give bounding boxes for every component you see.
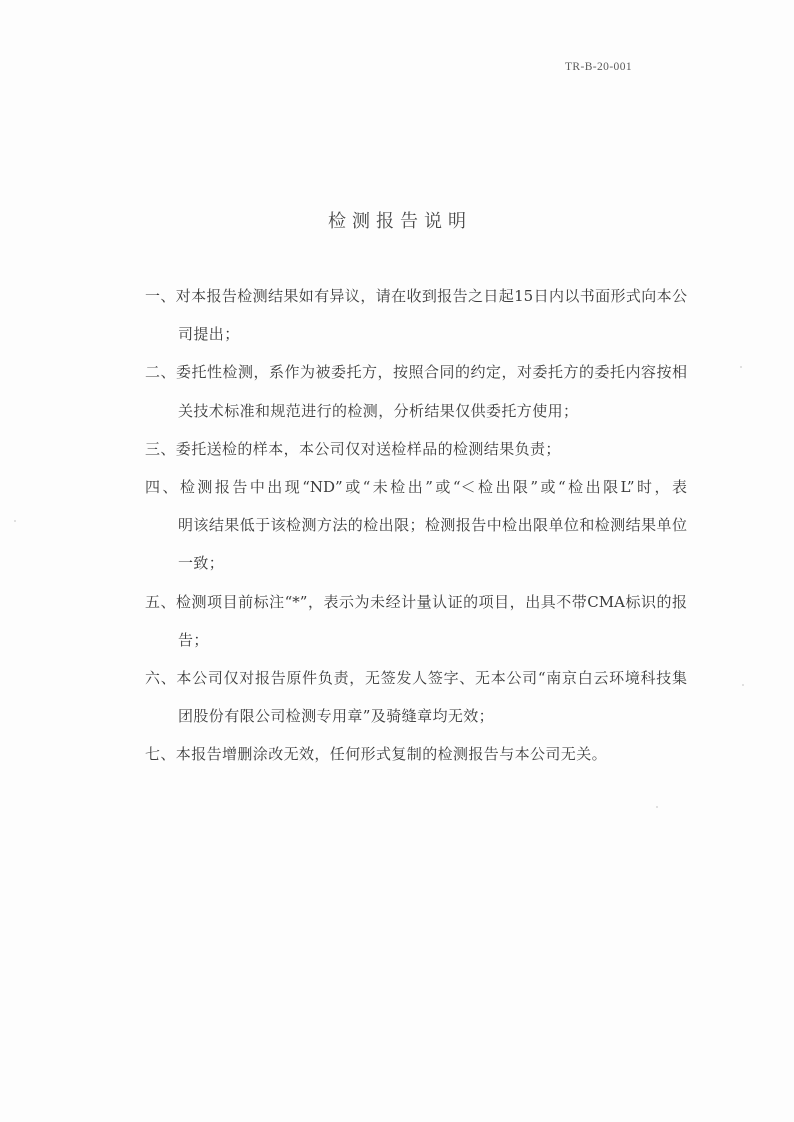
note-item-5 <box>145 583 687 659</box>
note-item-1-line-1: 一、对本报告检测结果如有异议，请在收到报告之日起15日内以书面形式向本公 <box>145 287 687 305</box>
note-item-5-line-2: 告； <box>178 630 209 649</box>
note-item-6 <box>145 659 687 735</box>
scan-speck <box>656 806 658 808</box>
note-item-1 <box>145 277 687 353</box>
note-item-7 <box>145 735 687 773</box>
scan-speck <box>14 520 16 522</box>
note-item-2 <box>145 353 687 429</box>
note-item-4 <box>145 468 687 583</box>
note-item-3 <box>145 430 687 468</box>
note-item-6-line-1: 六、本公司仅对报告原件负责，无签发人签字、无本公司“南京白云环境科技集 <box>145 668 687 687</box>
scan-speck <box>740 366 742 368</box>
note-item-6-line-2: 团股份有限公司检测专用章”及骑缝章均无效； <box>178 707 495 726</box>
document-code: TR-B-20-001 <box>565 61 633 73</box>
note-item-2-line-2: 关技术标准和规范进行的检测，分析结果仅供委托方使用； <box>178 401 579 420</box>
page-title: 检测报告说明 <box>328 211 472 232</box>
note-item-4-line-3: 一致； <box>178 554 225 573</box>
scan-speck <box>742 684 744 686</box>
notes-list <box>145 277 687 773</box>
note-item-4-line-1: 四、检测报告中出现“ND”或“未检出”或“＜检出限”或“检出限L”时，表 <box>145 477 687 496</box>
note-item-4-line-2: 明该结果低于该检测方法的检出限；检测报告中检出限单位和检测结果单位 <box>178 516 687 535</box>
note-item-2-line-1: 二、委托性检测，系作为被委托方，按照合同的约定，对委托方的委托内容按相 <box>145 363 687 382</box>
note-item-3-line-1: 三、委托送检的样本，本公司仅对送检样品的检测结果负责； <box>145 439 561 458</box>
note-item-5-line-1: 五、检测项目前标注“*”，表示为未经计量认证的项目，出具不带CMA标识的报 <box>145 592 687 611</box>
note-item-1-line-2: 司提出； <box>178 325 240 344</box>
note-item-7-line-1: 七、本报告增删涂改无效，任何形式复制的检测报告与本公司无关。 <box>145 745 608 764</box>
